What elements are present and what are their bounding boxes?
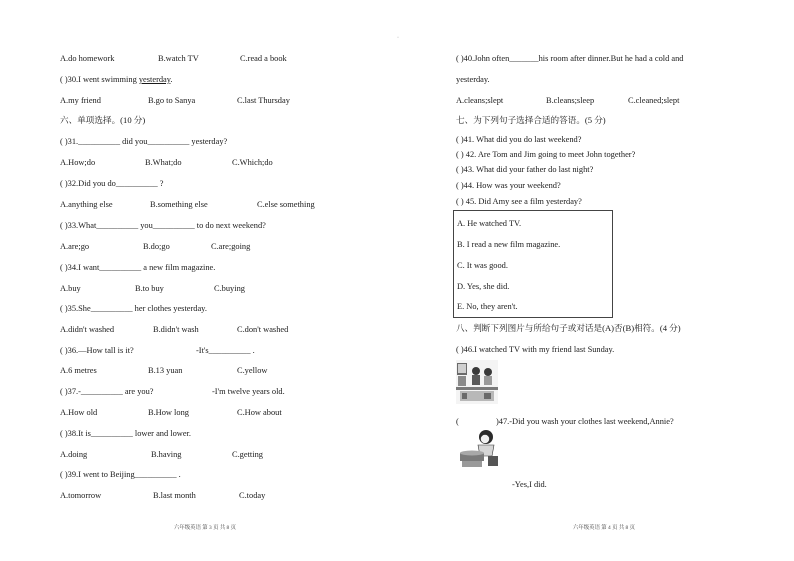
answer-a: A. He watched TV. (457, 219, 522, 228)
option-b: B.to buy (135, 284, 164, 293)
option-b: B.having (151, 450, 182, 459)
question-47-answer: -Yes,I did. (512, 480, 547, 489)
option-c: C.getting (232, 450, 263, 459)
option-b: B.something else (150, 200, 208, 209)
question-44: ( )44. How was your weekend? (456, 181, 561, 190)
question-34: ( )34.I want__________ a new film magazine. (60, 263, 216, 272)
option-a: A.are;go (60, 242, 90, 251)
option-c: C.Which;do (232, 158, 273, 167)
option-c: C.cleaned;slept (628, 96, 680, 105)
option-a: A.How;do (60, 158, 96, 167)
option-a: A.buy (60, 284, 81, 293)
answer-d: D. Yes, she did. (457, 282, 510, 291)
question-40-continued: yesterday. (456, 75, 490, 84)
question-39: ( )39.I went to Beijing__________ . (60, 470, 181, 479)
washing-clothes-picture (458, 428, 502, 470)
question-36-reply: -It's__________ . (196, 346, 255, 355)
answer-c: C. It was good. (457, 261, 508, 270)
question-33: ( )33.What__________ you__________ to do next weekend? (60, 221, 266, 230)
option-a: A.How old (60, 408, 98, 417)
question-38: ( )38.It is__________ lower and lower. (60, 429, 191, 438)
option-c: C.are;going (211, 242, 251, 251)
question-41: ( )41. What did you do last weekend? (456, 135, 582, 144)
option-c: C.read a book (240, 54, 287, 63)
section-6-heading: 六、单项选择。(10 分) (60, 115, 146, 125)
option-b: B.watch TV (158, 54, 199, 63)
option-b: B.go to Sanya (148, 96, 196, 105)
answer-b: B. I read a new film magazine. (457, 240, 561, 249)
binding-mark: · (397, 35, 399, 41)
option-b: B.13 yuan (148, 366, 183, 375)
question-30: ( )30.I went swimming yesterday. (60, 75, 173, 84)
question-45: ( ) 45. Did Amy see a film yesterday? (456, 197, 582, 206)
section-8-heading: 八、判断下列图片与所给句子或对话是(A)否(B)相符。(4 分) (456, 323, 681, 333)
question-31: ( )31.__________ did you__________ yesterday? (60, 137, 228, 146)
option-a: A.doing (60, 450, 88, 459)
question-42: ( ) 42. Are Tom and Jim going to meet John together? (456, 150, 636, 159)
option-c: C.How about (237, 408, 282, 417)
page-footer: 六年级英语 第 3 页 共 8 页 (174, 525, 236, 531)
option-c: C.buying (214, 284, 245, 293)
option-b: B.What;do (145, 158, 182, 167)
question-46: ( )46.I watched TV with my friend last Sunday. (456, 345, 615, 354)
option-c: C.last Thursday (237, 96, 290, 105)
question-47: )47.-Did you wash your clothes last weekend,Annie? (496, 417, 674, 426)
question-47-paren: ( (456, 417, 459, 426)
option-a: A.6 metres (60, 366, 97, 375)
watching-tv-picture (456, 360, 498, 404)
option-a: A.tomorrow (60, 491, 102, 500)
question-37: ( )37.-__________ are you? (60, 387, 154, 396)
option-c: C.yellow (237, 366, 268, 375)
option-a: A.my friend (60, 96, 101, 105)
option-b: B.How long (148, 408, 189, 417)
option-a: A.anything else (60, 200, 113, 209)
question-35: ( )35.She__________ her clothes yesterday. (60, 304, 207, 313)
question-43: ( )43. What did your father do last night? (456, 165, 594, 174)
section-7-heading: 七、为下列句子选择合适的答语。(5 分) (456, 115, 606, 125)
option-b: B.do;go (143, 242, 170, 251)
page-footer: 六年级英语 第 4 页 共 8 页 (573, 525, 635, 531)
question-40: ( )40.John often_______his room after dinner.But he had a cold and (456, 54, 684, 63)
option-b: B.cleans;sleep (546, 96, 595, 105)
question-37-reply: -I'm twelve years old. (212, 387, 285, 396)
question-32: ( )32.Did you do__________ ? (60, 179, 164, 188)
option-a: A.cleans;slept (456, 96, 504, 105)
option-a: A.didn't washed (60, 325, 115, 334)
option-c: C.today (239, 491, 266, 500)
option-b: B.didn't wash (153, 325, 199, 334)
answer-e: E. No, they aren't. (457, 302, 518, 311)
question-36: ( )36.—How tall is it? (60, 346, 134, 355)
option-b: B.last month (153, 491, 196, 500)
option-a: A.do homework (60, 54, 115, 63)
option-c: C.don't washed (237, 325, 289, 334)
option-c: C.else something (257, 200, 315, 209)
